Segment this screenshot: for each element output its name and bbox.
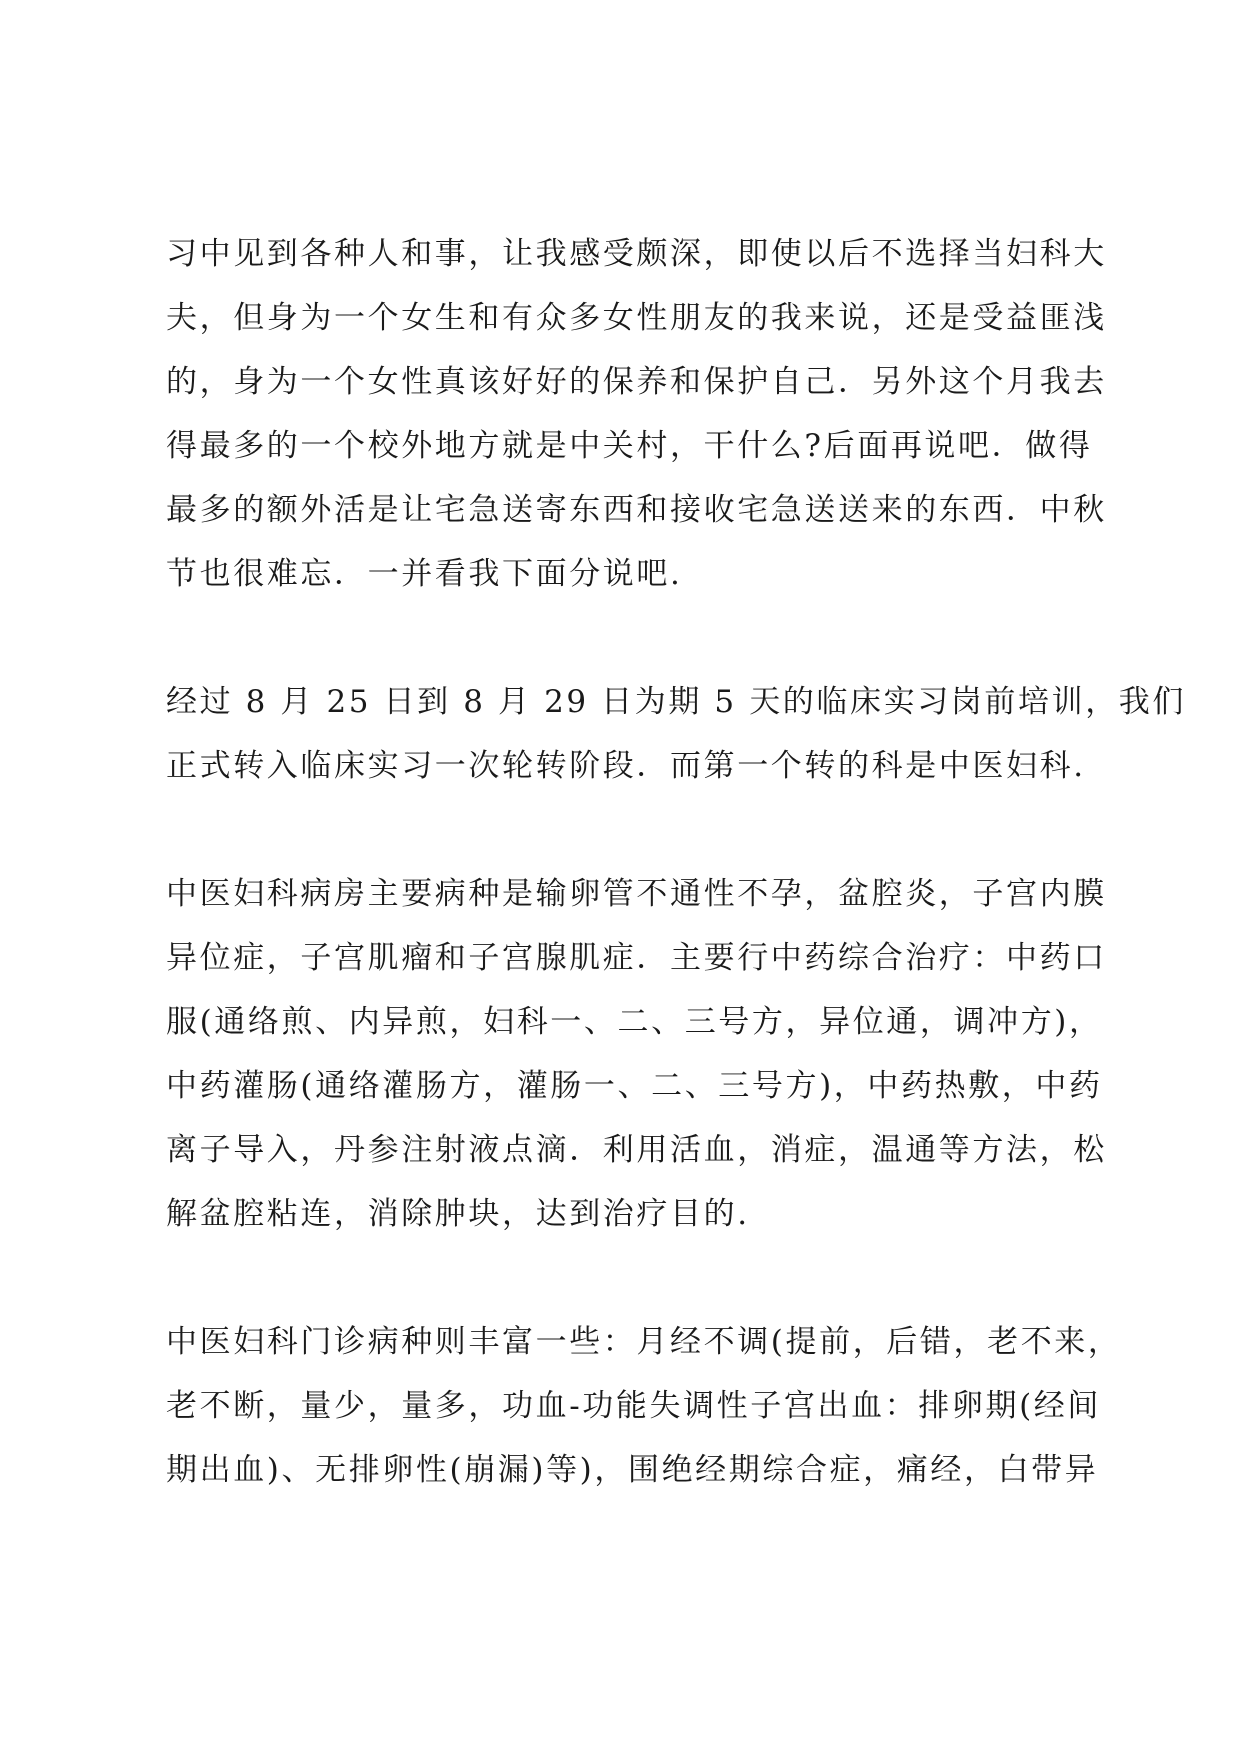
text-line: 最多的额外活是让宅急送寄东西和接收宅急送送来的东西．中秋: [166, 492, 1107, 528]
text-line: 解盆腔粘连，消除肿块，达到治疗目的.: [166, 1196, 750, 1232]
text-line: 服(通络煎、内异煎，妇科一、二、三号方，异位通，调冲方)，: [166, 1004, 1103, 1040]
text-line: 中医妇科门诊病种则丰富一些：月经不调(提前，后错，老不来，: [166, 1324, 1122, 1360]
paragraph-spacer: [166, 606, 1096, 670]
text-line: 期出血)、无排卵性(崩漏)等)，围绝经期综合症，痛经，白带异: [166, 1452, 1099, 1488]
text-line: 习中见到各种人和事，让我感受颇深，即使以后不选择当妇科大: [166, 236, 1107, 272]
paragraph-internship-reflection: [166, 222, 1107, 606]
paragraph-training-rotation: [166, 670, 1186, 798]
text-line: 中医妇科病房主要病种是输卵管不通性不孕，盆腔炎，子宫内膜: [166, 876, 1107, 912]
text-line: 正式转入临床实习一次轮转阶段．而第一个转的科是中医妇科.: [166, 748, 1086, 784]
document-body: [166, 222, 1186, 1502]
text-line: 经过 8 月 25 日到 8 月 29 日为期 5 天的临床实习岗前培训，我们: [166, 684, 1186, 720]
paragraph-ward-diseases: [166, 862, 1107, 1246]
text-line: 得最多的一个校外地方就是中关村，干什么?后面再说吧．做得: [166, 428, 1093, 464]
paragraph-outpatient-diseases: [166, 1310, 1122, 1502]
text-line: 的，身为一个女性真该好好的保养和保护自己．另外这个月我去: [166, 364, 1107, 400]
text-line: 老不断，量少，量多，功血-功能失调性子宫出血：排卵期(经间: [166, 1388, 1101, 1424]
text-line: 离子导入，丹参注射液点滴．利用活血，消症，温通等方法，松: [166, 1132, 1107, 1168]
text-line: 夫，但身为一个女生和有众多女性朋友的我来说，还是受益匪浅: [166, 300, 1107, 336]
text-line: 节也很难忘．一并看我下面分说吧.: [166, 556, 683, 592]
text-line: 中药灌肠(通络灌肠方，灌肠一、二、三号方)，中药热敷，中药: [166, 1068, 1103, 1104]
paragraph-spacer: [166, 1246, 1096, 1310]
paragraph-spacer: [166, 798, 1096, 862]
text-line: 异位症，子宫肌瘤和子宫腺肌症．主要行中药综合治疗：中药口: [166, 940, 1107, 976]
